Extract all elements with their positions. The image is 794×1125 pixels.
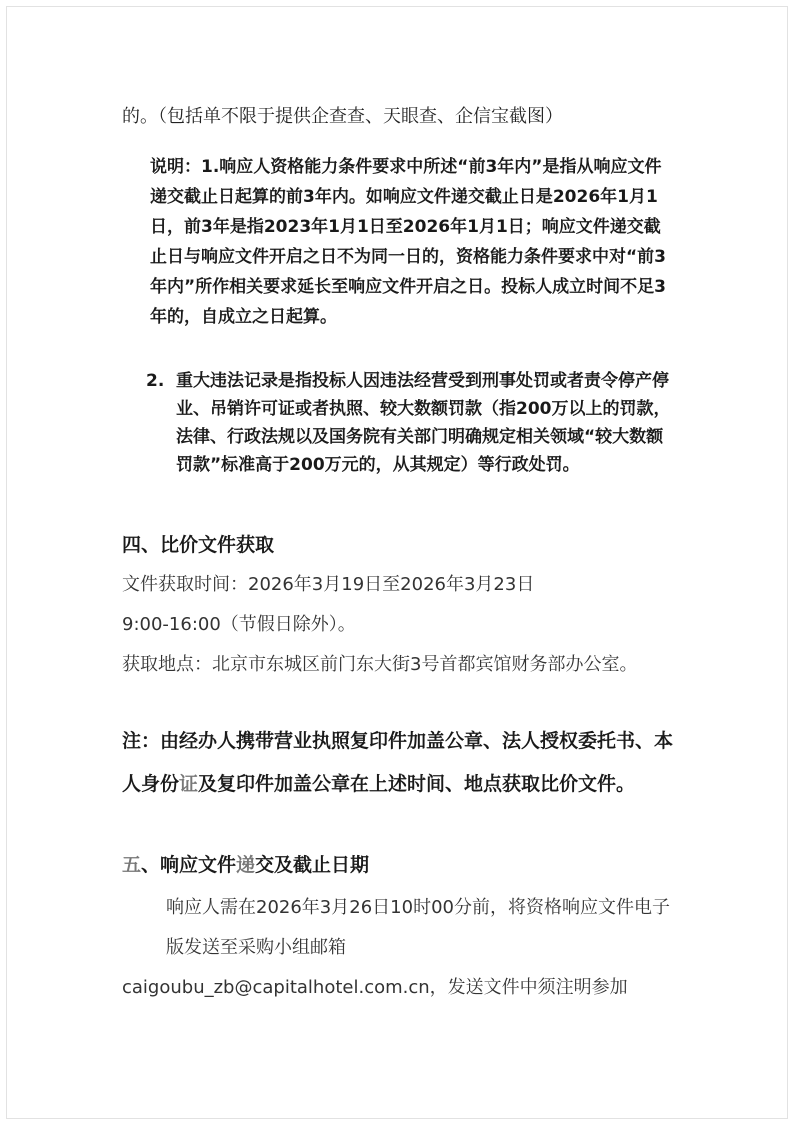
note-text: 说明：1.响应人资格能力条件要求中所述“前3年内”是指从响应文件递交截止日起算的前3年内。如响应文件递交截止日是2026年1月1日，前3年是指2023年1月1日至2026年1月1日；响应文件递交截止日与响应文件开启之日不为同一日的，资格能力条件要求中对“前3年内”所作相关要求延长至响应文件开启之日。投标人成立时间不足3年的，自成立之日起算。 — [150, 157, 667, 327]
obtain-place: 获取地点：北京市东城区前门东大街3号首都宾馆财务部办公室。 — [122, 654, 638, 675]
section-4-body — [122, 565, 682, 685]
section-5-heading — [122, 850, 682, 880]
remark-faint-char: 证 — [179, 773, 199, 795]
deadline-email-line: caigoubu_zb@capitalhotel.com.cn，发送文件中须注明参加 — [122, 977, 628, 998]
remark-part-b: 及复印件加盖公章在上述时间、地点获取比价文件。 — [198, 773, 636, 795]
intro-line: 的。（包括单不限于提供企查查、天眼查、企信宝截图） — [122, 106, 563, 127]
obtain-time-line1: 文件获取时间：2026年3月19日至2026年3月23日 — [122, 574, 535, 595]
section-5-heading-part-c: 交及截止日期 — [255, 854, 370, 876]
note-paragraph — [122, 152, 670, 332]
item-2 — [146, 367, 676, 479]
section-4-heading: 四、比价文件获取 — [122, 534, 275, 556]
section-5-heading-faint: 递 — [236, 854, 256, 876]
section-5-heading-num: 五 — [122, 854, 142, 876]
section-5-heading-part-b: 、响应文件 — [141, 854, 237, 876]
obtain-time-line2: 9:00-16:00（节假日除外）。 — [122, 614, 356, 635]
section-5-body — [122, 888, 682, 1008]
section-4-remark — [122, 720, 682, 806]
deadline-line1: 响应人需在2026年3月26日10时00分前，将资格响应文件电子版发送至采购小组邮箱 — [166, 897, 670, 958]
item-2-number: 2. — [146, 371, 165, 391]
remark-part-a: 注：由经办人携带营业执照复印件加盖公章、法人授权委托书、本人身份 — [122, 730, 674, 795]
item-2-text: 重大违法记录是指投标人因违法经营受到刑事处罚或者责令停产停业、吊销许可证或者执照、较大数额罚款（指200万以上的罚款，法律、行政法规以及国务院有关部门明确规定相关领域“较大数额罚款”标准高于200万元的，从其规定）等行政处罚。 — [176, 371, 671, 475]
